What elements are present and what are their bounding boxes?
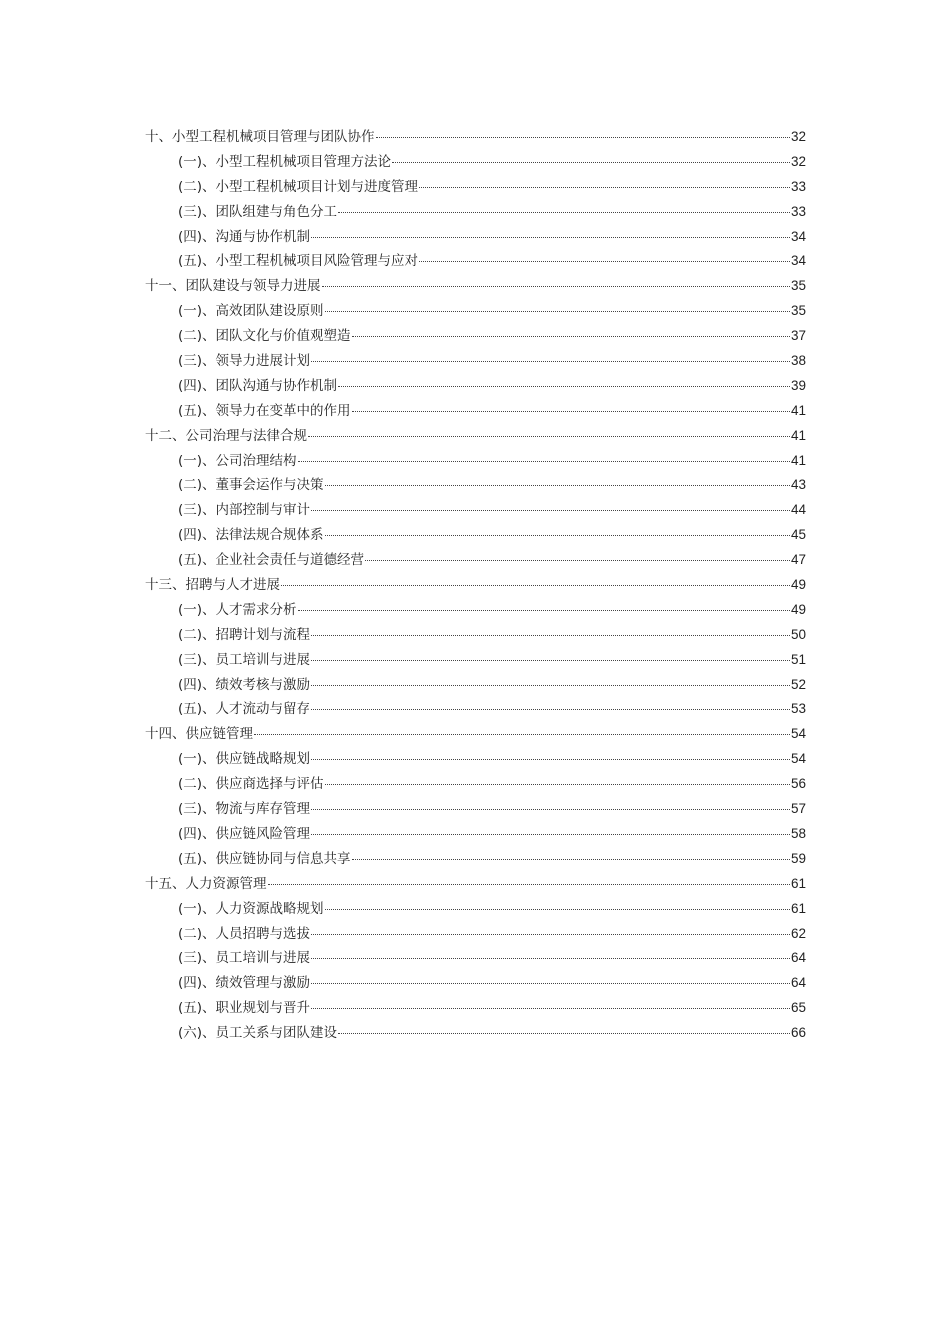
toc-page-number: 56 (790, 776, 806, 792)
toc-dot-leader (365, 560, 790, 561)
toc-entry-title: (四)、绩效管理与激励 (178, 975, 311, 992)
toc-entry-title: (四)、绩效考核与激励 (178, 676, 311, 693)
toc-section-entry[interactable] (145, 797, 806, 822)
toc-page-number: 35 (790, 278, 806, 294)
toc-dot-leader (311, 510, 790, 511)
toc-entry-title: (二)、团队文化与价值观塑造 (178, 328, 351, 345)
toc-dot-leader (325, 311, 790, 312)
table-of-contents (145, 125, 806, 1046)
toc-dot-leader (268, 884, 790, 885)
toc-page-number: 50 (790, 626, 806, 642)
toc-section-entry[interactable] (145, 772, 806, 797)
toc-page-number: 35 (790, 303, 806, 319)
toc-section-entry[interactable] (145, 150, 806, 175)
toc-dot-leader (419, 187, 790, 188)
toc-dot-leader (311, 660, 790, 661)
toc-dot-leader (311, 1008, 790, 1009)
toc-chapter-entry[interactable] (145, 274, 806, 299)
toc-chapter-entry[interactable] (145, 125, 806, 150)
toc-entry-title: (一)、小型工程机械项目管理方法论 (178, 153, 392, 170)
toc-entry-title: (五)、企业社会责任与道德经营 (178, 552, 365, 569)
toc-entry-title: (五)、领导力在变革中的作用 (178, 402, 351, 419)
toc-entry-title: (四)、团队沟通与协作机制 (178, 377, 338, 394)
toc-entry-title: 十三、招聘与人才进展 (145, 577, 280, 594)
toc-page-number: 41 (790, 427, 806, 443)
toc-dot-leader (325, 535, 790, 536)
toc-section-entry[interactable] (145, 299, 806, 324)
toc-entry-title: (二)、董事会运作与决策 (178, 477, 324, 494)
toc-entry-title: (二)、招聘计划与流程 (178, 626, 311, 643)
toc-section-entry[interactable] (145, 648, 806, 673)
toc-page-number: 32 (790, 153, 806, 169)
toc-page-number: 41 (790, 402, 806, 418)
toc-section-entry[interactable] (145, 822, 806, 847)
toc-section-entry[interactable] (145, 523, 806, 548)
toc-entry-title: (一)、供应链战略规划 (178, 751, 311, 768)
toc-section-entry[interactable] (145, 200, 806, 225)
toc-entry-title: (三)、团队组建与角色分工 (178, 203, 338, 220)
toc-dot-leader (338, 212, 790, 213)
toc-page-number: 38 (790, 353, 806, 369)
toc-section-entry[interactable] (145, 971, 806, 996)
toc-entry-title: (三)、领导力进展计划 (178, 353, 311, 370)
toc-section-entry[interactable] (145, 548, 806, 573)
toc-section-entry[interactable] (145, 498, 806, 523)
toc-dot-leader (338, 386, 790, 387)
toc-page-number: 64 (790, 950, 806, 966)
toc-dot-leader (311, 934, 790, 935)
toc-page-number: 66 (790, 1025, 806, 1041)
toc-page-number: 34 (790, 228, 806, 244)
toc-entry-title: (三)、员工培训与进展 (178, 651, 311, 668)
toc-entry-title: (四)、法律法规合规体系 (178, 527, 324, 544)
toc-section-entry[interactable] (145, 747, 806, 772)
toc-dot-leader (311, 983, 790, 984)
toc-section-entry[interactable] (145, 946, 806, 971)
toc-section-entry[interactable] (145, 473, 806, 498)
toc-page-number: 62 (790, 925, 806, 941)
toc-page-number: 49 (790, 577, 806, 593)
toc-page-number: 41 (790, 452, 806, 468)
toc-section-entry[interactable] (145, 623, 806, 648)
toc-entry-title: (一)、高效团队建设原则 (178, 303, 324, 320)
toc-page-number: 53 (790, 701, 806, 717)
toc-dot-leader (338, 1033, 790, 1034)
toc-dot-leader (311, 361, 790, 362)
toc-page-number: 34 (790, 253, 806, 269)
toc-section-entry[interactable] (145, 225, 806, 250)
toc-page-number: 58 (790, 825, 806, 841)
toc-entry-title: (一)、公司治理结构 (178, 452, 297, 469)
toc-dot-leader (392, 162, 790, 163)
toc-entry-title: (四)、供应链风险管理 (178, 825, 311, 842)
toc-section-entry[interactable] (145, 897, 806, 922)
toc-section-entry[interactable] (145, 324, 806, 349)
toc-page-number: 39 (790, 377, 806, 393)
toc-page-number: 37 (790, 328, 806, 344)
toc-page-number: 44 (790, 502, 806, 518)
toc-entry-title: (五)、小型工程机械项目风险管理与应对 (178, 253, 419, 270)
toc-page-number: 54 (790, 726, 806, 742)
toc-page-number: 49 (790, 601, 806, 617)
toc-dot-leader (419, 261, 790, 262)
toc-page-number: 33 (790, 178, 806, 194)
toc-entry-title: 十四、供应链管理 (145, 726, 253, 743)
toc-chapter-entry[interactable] (145, 424, 806, 449)
toc-page-number: 59 (790, 850, 806, 866)
toc-entry-title: (一)、人才需求分析 (178, 601, 297, 618)
toc-entry-title: (三)、员工培训与进展 (178, 950, 311, 967)
toc-section-entry[interactable] (145, 175, 806, 200)
toc-dot-leader (311, 958, 790, 959)
toc-dot-leader (325, 485, 790, 486)
toc-dot-leader (311, 834, 790, 835)
toc-page-number: 65 (790, 1000, 806, 1016)
toc-dot-leader (325, 784, 790, 785)
toc-dot-leader (311, 809, 790, 810)
toc-page-number: 47 (790, 552, 806, 568)
toc-entry-title: (三)、内部控制与审计 (178, 502, 311, 519)
toc-entry-title: 十、小型工程机械项目管理与团队协作 (145, 129, 375, 145)
toc-entry-title: (四)、沟通与协作机制 (178, 228, 311, 245)
toc-entry-title: (二)、人员招聘与选拔 (178, 925, 311, 942)
toc-dot-leader (376, 137, 790, 138)
toc-section-entry[interactable] (145, 1021, 806, 1046)
toc-page-number: 57 (790, 801, 806, 817)
toc-section-entry[interactable] (145, 847, 806, 872)
toc-page-number: 61 (790, 875, 806, 891)
toc-entry-title: (二)、小型工程机械项目计划与进度管理 (178, 178, 419, 195)
toc-dot-leader (311, 709, 790, 710)
toc-section-entry[interactable] (145, 673, 806, 698)
toc-entry-title: (一)、人力资源战略规划 (178, 900, 324, 917)
toc-page-number: 61 (790, 900, 806, 916)
toc-section-entry[interactable] (145, 996, 806, 1021)
toc-section-entry[interactable] (145, 374, 806, 399)
toc-page-number: 51 (790, 651, 806, 667)
toc-page-number: 33 (790, 203, 806, 219)
toc-dot-leader (311, 237, 790, 238)
toc-entry-title: 十二、公司治理与法律合规 (145, 427, 307, 444)
toc-dot-leader (311, 635, 790, 636)
toc-dot-leader (298, 610, 790, 611)
toc-page-number: 43 (790, 477, 806, 493)
toc-section-entry[interactable] (145, 399, 806, 424)
toc-entry-title: (三)、物流与库存管理 (178, 801, 311, 818)
toc-page-number: 52 (790, 676, 806, 692)
toc-entry-title: 十五、人力资源管理 (145, 875, 267, 892)
toc-dot-leader (352, 411, 790, 412)
toc-dot-leader (281, 585, 790, 586)
toc-entry-title: (六)、员工关系与团队建设 (178, 1025, 338, 1042)
toc-chapter-entry[interactable] (145, 872, 806, 897)
toc-dot-leader (298, 461, 790, 462)
toc-page-number: 45 (790, 527, 806, 543)
toc-entry-title: (五)、人才流动与留存 (178, 701, 311, 718)
toc-section-entry[interactable] (145, 449, 806, 474)
toc-dot-leader (311, 759, 790, 760)
toc-dot-leader (311, 685, 790, 686)
toc-dot-leader (308, 436, 790, 437)
toc-section-entry[interactable] (145, 349, 806, 374)
toc-dot-leader (352, 859, 790, 860)
toc-section-entry[interactable] (145, 697, 806, 722)
toc-chapter-entry[interactable] (145, 722, 806, 747)
toc-section-entry[interactable] (145, 922, 806, 947)
toc-entry-title: 十一、团队建设与领导力进展 (145, 278, 321, 295)
toc-page-number: 64 (790, 975, 806, 991)
toc-entry-title: (五)、职业规划与晋升 (178, 1000, 311, 1017)
toc-section-entry[interactable] (145, 598, 806, 623)
toc-page-number: 32 (790, 129, 806, 144)
toc-dot-leader (254, 734, 790, 735)
toc-page-number: 54 (790, 751, 806, 767)
toc-entry-title: (二)、供应商选择与评估 (178, 776, 324, 793)
toc-dot-leader (352, 336, 790, 337)
toc-section-entry[interactable] (145, 249, 806, 274)
toc-dot-leader (322, 286, 790, 287)
toc-dot-leader (325, 909, 790, 910)
toc-entry-title: (五)、供应链协同与信息共享 (178, 850, 351, 867)
toc-chapter-entry[interactable] (145, 573, 806, 598)
